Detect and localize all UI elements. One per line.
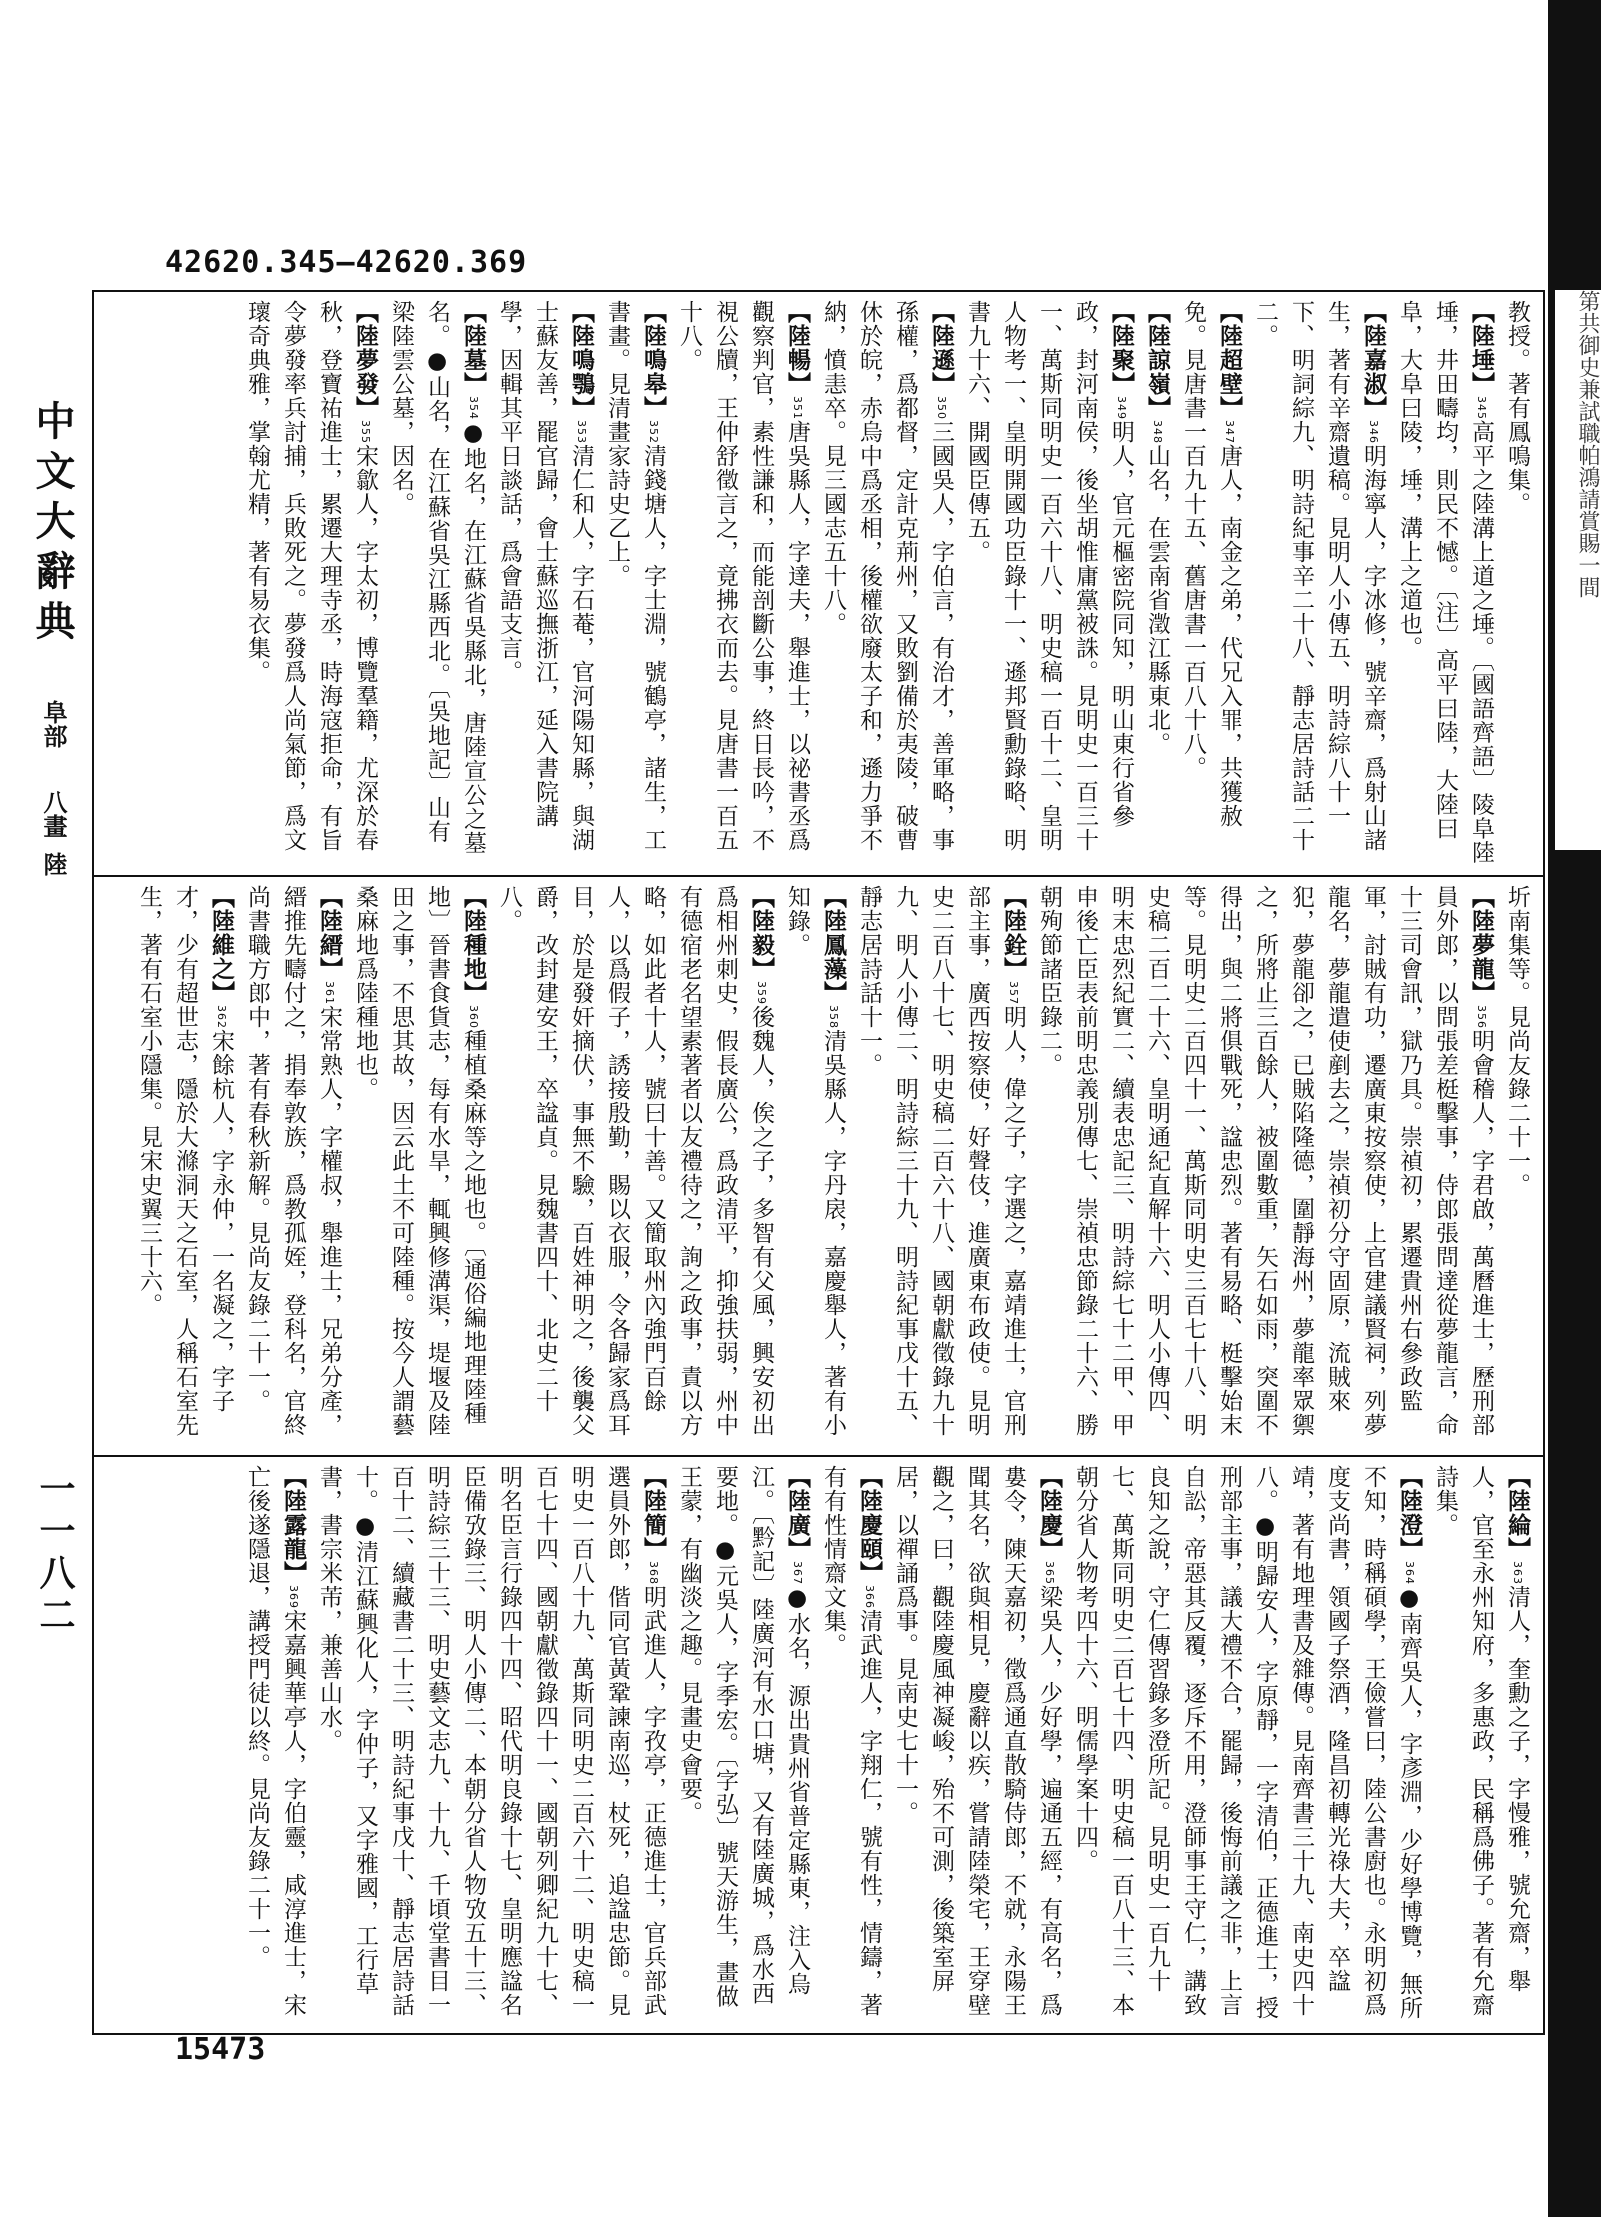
dictionary-entry [959,300,1139,867]
entry-number: 346 [1367,420,1380,444]
entry-number: 355 [359,420,372,444]
entry-number: 367 [791,1561,804,1585]
entry-definition: 高平之陸溝上道之埵。〔國語齊語〕陵阜陸埵，井田疇均，則民不憾。〔注〕高平曰陸，大陸曰阜，大阜曰陵，埵，溝上之道也。 [1396,300,1494,865]
entry-number: 358 [827,1005,840,1029]
dictionary-entry [383,300,491,867]
entry-number: 351 [791,396,804,420]
entry-definition: ●水名，源出貴州省普定縣東，注入烏江。〔黔記〕陸廣河有水口塘，又有陸廣城，爲水西要地。●元吳人，字季宏。〔字弘〕號天游生，畫做王蒙，有幽淡之趣。見畫史會要。 [676,1465,810,2009]
dictionary-entry [1499,885,1535,1447]
entry-definition: ●地名，在江蘇省吳縣北，唐陸宣公之墓名。●山名，在江蘇省吳江縣西北。〔吳地記〕山有梁陸雲公墓，因名。 [388,300,486,855]
dictionary-entry [239,1465,311,2025]
entry-definition: 教授。著有鳳鳴集。 [1504,300,1530,516]
entry-number: 347 [1223,420,1236,444]
dictionary-entry [311,1465,671,2025]
adjacent-page-fragment: 第共御史兼試職帕鴻請賞賜一間 [1555,290,1601,850]
entry-number: 368 [647,1561,660,1585]
page-number: 一一八二 [34,1470,76,1638]
entry-number: 366 [863,1585,876,1609]
entry-definition: 後魏人，俟之子，多智有父風，興安初出爲相州刺史，假長廣公，爲政清平，抑強扶弱，州中有德宿老名望素著者以友禮待之，詢之政事，責以方略，如此者十人，號曰十善。又簡取州內強門百餘人，以爲假子，誘接殷勤，賜以衣服，令各歸家爲耳目，於是發奸摘伏，事無不驗，百姓神明之，後襲父爵，改封建安王，卒諡貞。見魏書四十、北史二十八。 [496,885,774,1437]
entry-definition: 宋嘉興華亭人，字伯靈，咸淳進士，宋亡後遂隱退，講授門徒以終。見尚友錄二十一。 [244,1465,306,2017]
entry-number: 356 [1475,1005,1488,1029]
dictionary-entry [1499,300,1535,867]
entry-headword: 【陸鳴鶚】 [568,300,595,420]
entry-headword: 【陸嘉淑】 [1360,300,1387,420]
entry-definition: ●南齊吳人，字彥淵，少好學博覽，無所不知，時稱碩學，王儉嘗曰，陸公書廚也。永明初爲度支尚書，領國子祭酒，隆昌初轉光祿大夫，卒諡靖，著有地理書及雜傳。見南齊書三十九、南史四十八。●明歸安人，字原靜，一字清伯，正德進士，授刑部主事，議大禮不合，罷歸，後悔前議之非，上言自訟，帝惡其反覆，逐斥不用，澄師事王守仁，講致良知之說，守仁傳習錄多澄所記。見明史一百九十七、萬斯同明史二百七十四、明史稿一百八十三、本朝分省人物考四十六、明儒學案十四。 [1072,1465,1422,2020]
radical-label: 阜部 [39,700,68,748]
entries-tier-middle [94,877,1543,1457]
entry-definition: 宋常熟人，字權叔，舉進士，兄弟分產，縉推先疇付之，捐奉敦族，爲教孤姪，登科名，官終尚書職方郎中，著有春秋新解。見尚友錄二十一。 [244,885,342,1437]
entry-headword: 【陸墓】 [460,300,487,396]
entry-definition: 明海寧人，字冰修，號辛齋，爲射山諸生，著有辛齋遺稿。見明人小傳五、明詩綜八十一下、明詞綜九、明詩紀事辛二十八、靜志居詩話二十二。 [1252,300,1386,852]
entry-number: 359 [755,981,768,1005]
entry-headword: 【陸鳳藻】 [820,885,847,1005]
dictionary-entry [1247,300,1391,867]
dictionary-entry [671,1465,815,2025]
entry-definition: 清武進人，字翔仁，號有性，情鑄，著有有性情齋文集。 [820,1465,882,2017]
entry-number: 360 [467,1005,480,1029]
entry-headword: 【陸毅】 [748,885,775,981]
entry-headword: 【陸鳴皋】 [640,300,667,420]
entry-headword: 【陸維之】 [208,885,235,1005]
dictionary-entry [887,1465,1067,2025]
entry-headword: 【陸種地】 [460,885,487,1005]
footer-page-code: 15473 [175,2032,266,2067]
dictionary-entry [815,300,959,867]
dictionary-title: 中文大辭典 [29,400,76,650]
entry-definition: 梁吳人，少好學，遍通五經，有高名，爲婁令，陳天嘉初，徵爲通直散騎侍郎，不就，永陽王聞其名，欲與相見，慶辭以疾，嘗請陸榮宅，王穿壁觀之，曰，觀陸慶風神凝峻，殆不可測，後築室屏居，以禪誦爲事。見南史七十一。 [892,1465,1062,2017]
entry-headword: 【陸慶頤】 [856,1465,883,1585]
entry-number: 350 [935,396,948,420]
entry-headword: 【陸綸】 [1504,1465,1531,1561]
entry-number: 348 [1151,420,1164,444]
entry-definition: 唐吳縣人，字達夫，舉進士，以祕書丞爲觀察判官，素性謙和，而能剖斷公事，終日長吟，不視公牘，王仲舒徵言之，竟拂衣而去。見唐書一百五十八。 [676,300,810,852]
entries-tier-bottom [94,1457,1543,2033]
dictionary-entry [239,885,347,1447]
dictionary-entry [1031,885,1499,1447]
dictionary-entry [1175,300,1247,867]
dictionary-entry [491,885,779,1447]
entry-headword: 【陸銓】 [1000,885,1027,981]
entry-definition: 種植桑麻等之地也。〔通俗編地理陸種地〕晉書食貨志，每有水旱，輒興修溝渠，堤堰及陸田之事，不思其故，因云此土不可陸種。按今人謂藝桑麻地爲陸種地也。 [352,885,486,1437]
entry-headword: 【陸慶】 [1036,1465,1063,1561]
dictionary-entry [1067,1465,1427,2025]
entry-definition: 唐人，南金之弟，代兄入罪，共獲赦免。見唐書一百九十五、舊唐書一百八十八。 [1180,300,1242,828]
dictionary-entry [815,1465,887,2025]
entry-definition: 清錢塘人，字士淵，號鶴亭，諸生，工書畫。見清畫家詩史乙上。 [604,300,666,852]
entry-headword: 【陸夢發】 [352,300,379,420]
entry-definition: 圻南集等。見尚友錄二十一。 [1504,885,1530,1197]
dictionary-entry [491,300,599,867]
dictionary-entry [347,885,491,1447]
entry-number: 369 [287,1585,300,1609]
entry-headword: 【陸埵】 [1468,300,1495,396]
entry-headword: 【陸聚】 [1108,300,1135,396]
dictionary-entry [671,300,815,867]
entry-definition: 三國吳人，字伯言，有治才，善軍略，事孫權，爲都督，定計克荊州，又敗劉備於夷陵，破曹休於皖，赤烏中爲丞相，後權欲廢太子和，遜力爭不納，憤恚卒。見三國志五十八。 [820,300,954,852]
entry-definition: 清仁和人，字石菴，官河陽知縣，與湖士蘇友善，罷官歸，會士蘇巡撫浙江，延入書院講學，因輯其平日談話，爲會語支言。 [496,300,594,852]
entry-number: 363 [1511,1561,1524,1585]
entry-definition: 宋歙人，字太初，博覽羣籍，尤深於春秋，登寶祐進士，累遷大理寺丞，時海寇拒命，有旨令夢發率兵討捕，兵敗死之。夢發爲人尚氣節，爲文瓌奇典雅，掌翰尤精，著有易衣集。 [244,300,378,852]
entry-definition: 明人，官元樞密院同知，明山東行省參政，封河南侯，後坐胡惟庸黨被誅。見明史一百三十一、萬斯同明史一百六十八、明史稿一百十二、皇明人物考一、皇明開國功臣錄十一、遜邦賢勳錄略、明書九十六、開國臣傳五。 [964,300,1134,852]
entry-headword: 【陸簡】 [640,1465,667,1561]
entry-definition: 宋餘杭人，字永仲，一名凝之，字子才，少有超世志，隱於大滌洞天之石室，人稱石室先生，著有石室小隱集。見宋史翼三十六。 [136,885,234,1437]
dictionary-entry [131,885,239,1447]
headword-character: 陸 [39,852,68,876]
entry-number: 354 [467,396,480,420]
entry-definition: 明人，偉之子，字選之，嘉靖進士，官刑部主事，廣西按察使，好聲伎，進廣東布政使。見明史二百八十七、明史稿二百六十八、國朝獻徵錄九十九、明人小傳二、明詩綜三十九、明詩紀事戊十五、靜志居詩話十一。 [856,885,1026,1437]
dictionary-entry [599,300,671,867]
entry-number: 357 [1007,981,1020,1005]
entries-tier-top [94,292,1543,877]
entry-number: 362 [215,1005,228,1029]
entry-number: 365 [1043,1561,1056,1585]
entries-frame [92,290,1545,2035]
dictionary-entry [1139,300,1175,867]
dictionary-entry [1391,300,1499,867]
entry-number: 349 [1115,396,1128,420]
entry-range-header: 42620.345—42620.369 [165,245,528,280]
entry-headword: 【陸諒嶺】 [1144,300,1171,420]
dictionary-entry [1427,1465,1535,2025]
entry-number: 361 [323,981,336,1005]
entry-headword: 【陸遜】 [928,300,955,396]
entry-headword: 【陸澄】 [1396,1465,1423,1561]
entries-column [102,885,1535,1447]
entry-headword: 【陸暢】 [784,300,811,396]
entry-number: 353 [575,420,588,444]
stroke-count-label: 八畫 [39,790,68,838]
entry-headword: 【陸露龍】 [280,1465,307,1585]
entries-column [102,1465,1535,2025]
entry-headword: 【陸縉】 [316,885,343,981]
entry-number: 364 [1403,1561,1416,1585]
entries-column [102,300,1535,867]
entry-definition: 明武進人，字孜亭，正德進士，官兵部武選員外郎，偕同官黃鞏諫南巡，杖死，追諡忠節。見明史一百八十九、萬斯同明史二百六十二、明史稿一百七十四、國朝獻徵錄四十一、國朝列卿紀九十七、明名臣言行錄四十四、昭代明良錄十七、皇明應諡名臣備攷錄三、明人小傳二、本朝分省人物攷五十三、明詩綜三十三、明史藝文志九、十九、千頃堂書目一百十二、續藏書二十三、明詩紀事戊十、靜志居詩話十。●清江蘇興化人，字仲子，又字雅國，工行草書，書宗米芾，兼善山水。 [316,1465,666,2017]
entry-headword: 【陸夢龍】 [1468,885,1495,1005]
entry-definition: 清吳縣人，字丹扆，嘉慶舉人，著有小知錄。 [784,885,846,1437]
entry-headword: 【陸廣】 [784,1465,811,1561]
entry-definition: 明會稽人，字君啟，萬曆進士，歷刑部員外郎，以問張差梃擊事，侍郎張問達從夢龍言，命十三司會訊，獄乃具。崇禎初，累遷貴州右參政監軍，討賊有功，遷廣東按察使，上官建議賢祠，列夢龍名，夢龍遣使剷去之，崇禎初分守固原，流賊來犯，夢龍卻之，已賊陷隆德，圍靜海州，夢龍率眾禦之，所將止三百餘人，被圍數重，矢石如雨，突圍不得出，與二將俱戰死，諡忠烈。著有易略、梃擊始末等。見明史二百四十一、萬斯同明史三百七十八、明史稿二百二十六、皇明通紀直解十六、明人小傳四、明末忠烈紀實二、續表忠記三、明詩綜七十二甲、甲申後亡臣表前明忠義別傳七、崇禎忠節錄二十六、勝朝殉節諸臣錄二。 [1036,885,1494,1437]
entry-number: 352 [647,420,660,444]
entry-headword: 【陸超壁】 [1216,300,1243,420]
entry-definition: 山名，在雲南省澂江縣東北。 [1144,444,1170,756]
dictionary-entry [239,300,383,867]
entry-definition: 清人，奎勳之子，字慢雅，號允齋，舉人，官至永州知府，多惠政，民稱爲佛子。著有允齋詩集。 [1432,1465,1530,2017]
dictionary-entry [851,885,1031,1447]
dictionary-entry [779,885,851,1447]
entry-number: 345 [1475,396,1488,420]
